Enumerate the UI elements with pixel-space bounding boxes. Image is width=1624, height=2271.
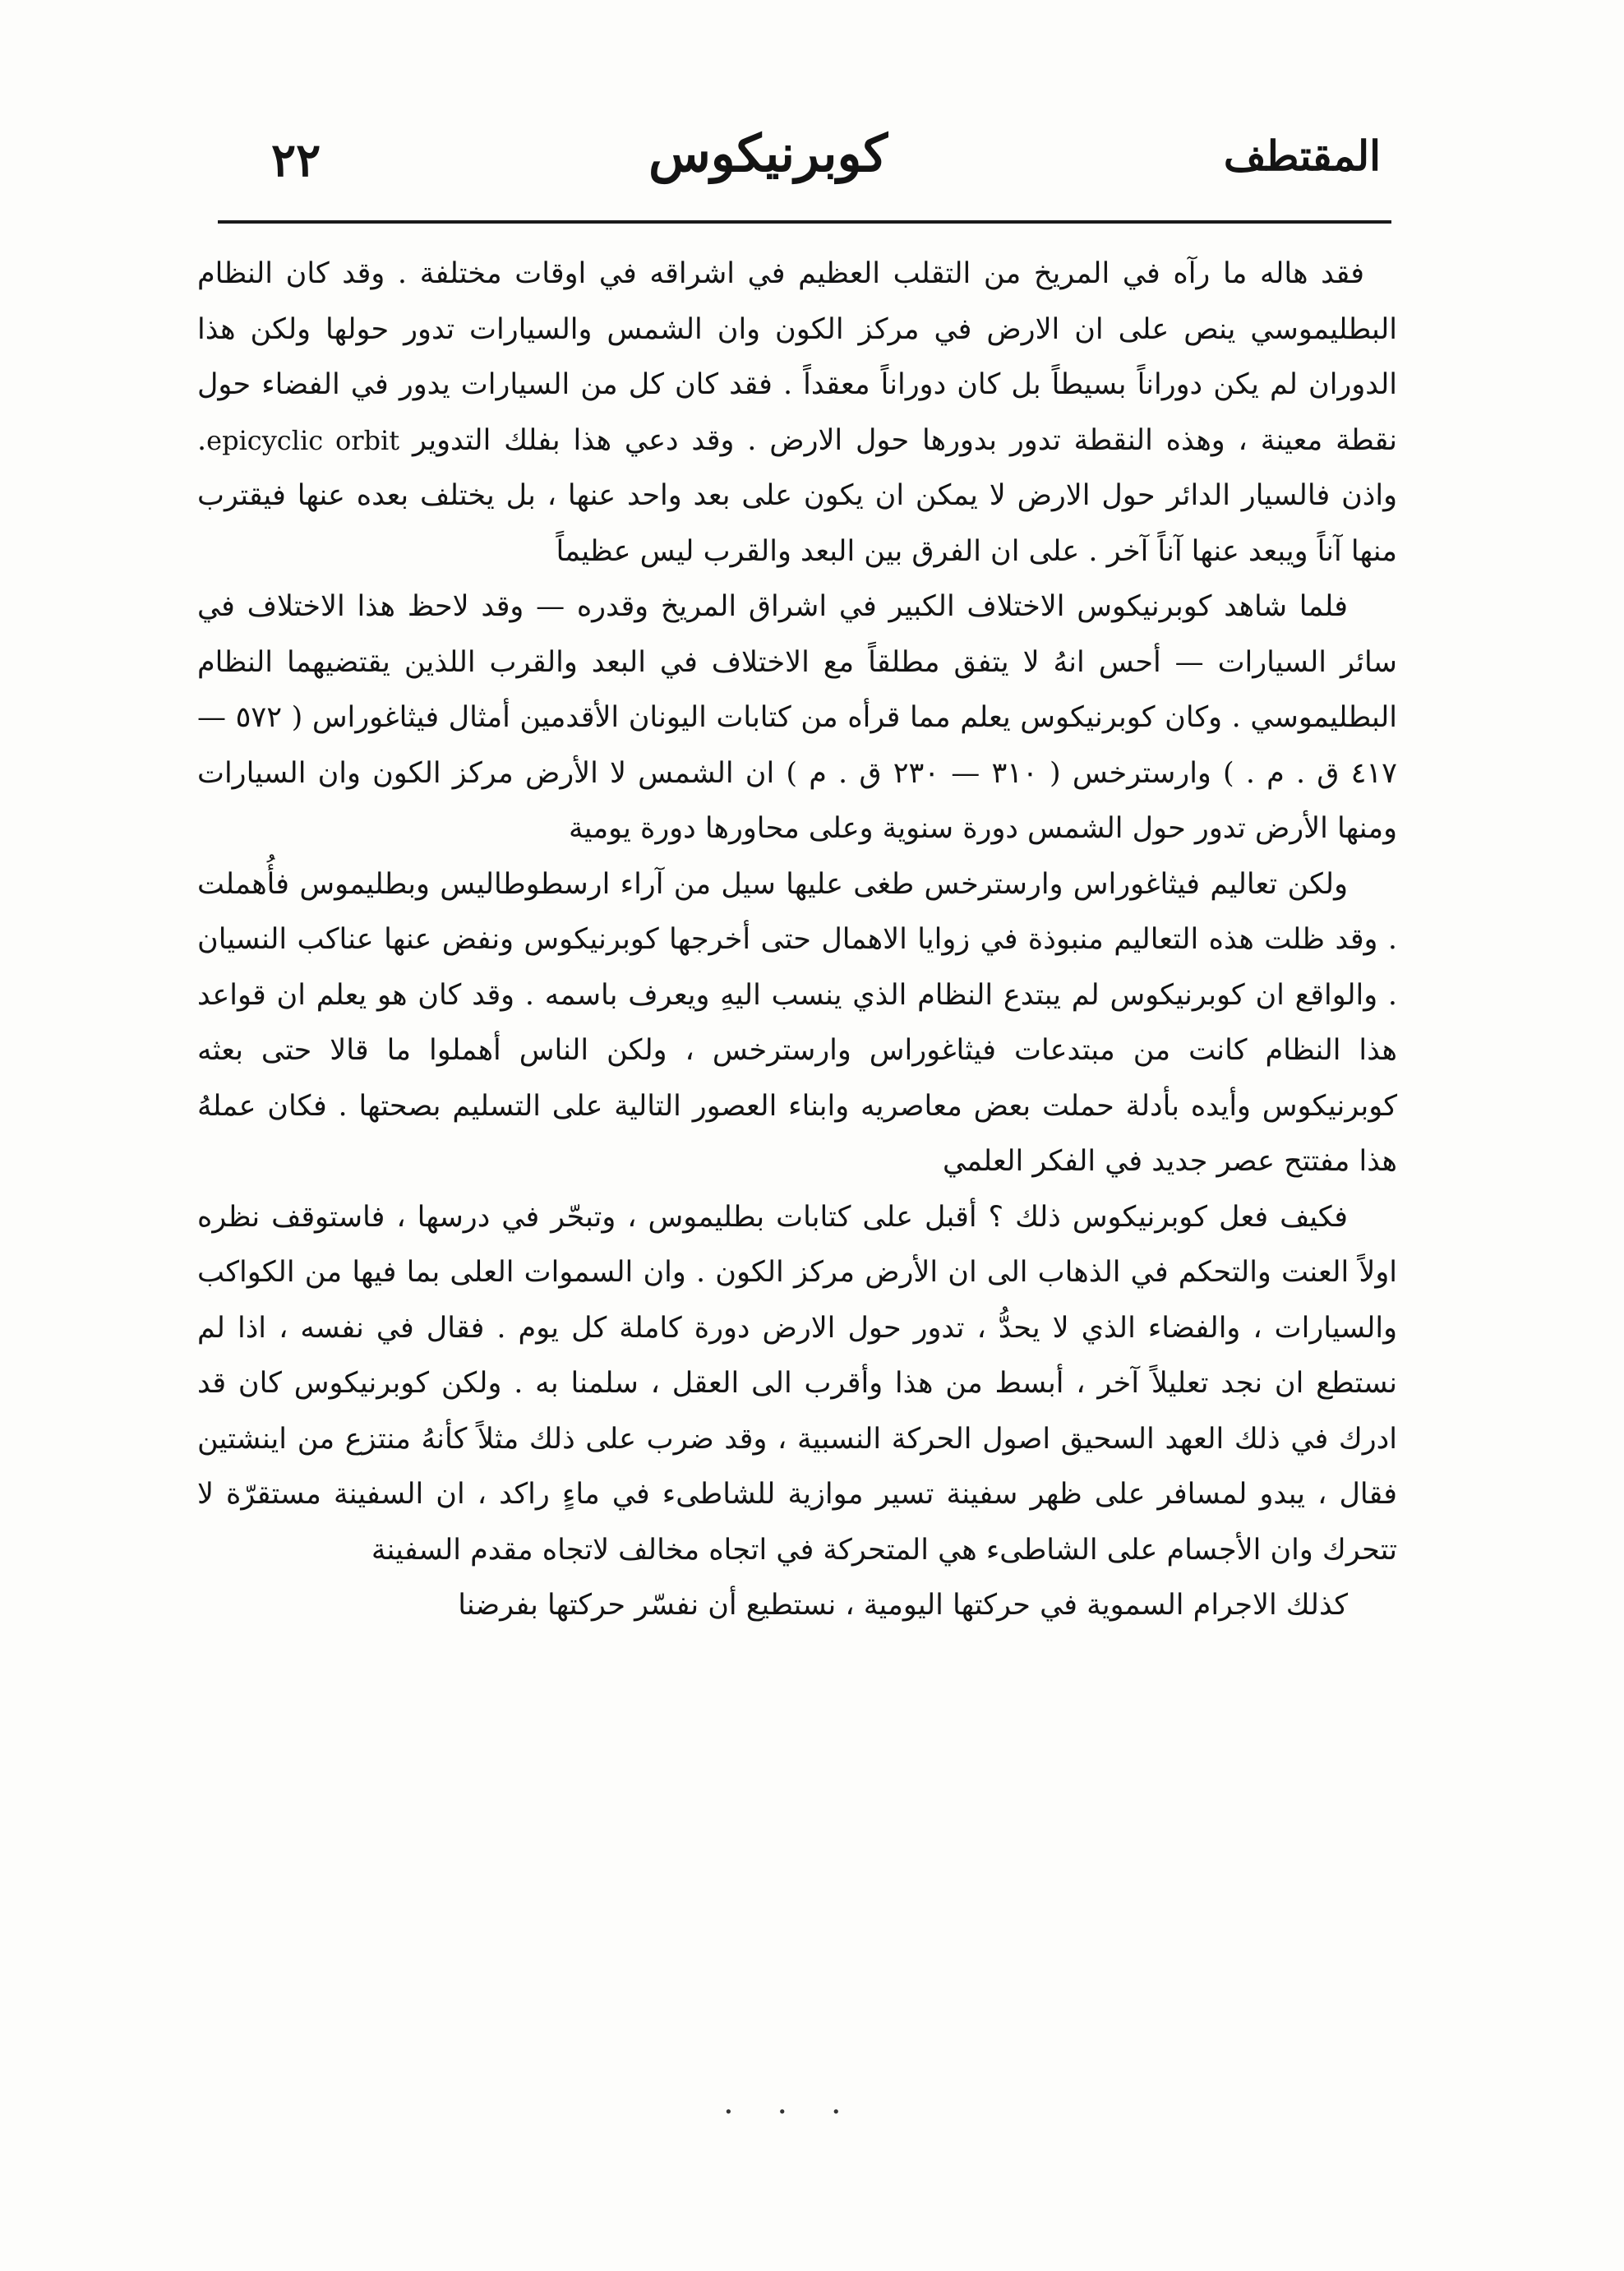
paragraph-text: . واذن فالسيار الدائر حول الارض لا يمكن ان يكون على بعد واحد عنها ، بل يختلف بعده عنها فيقترب منها آناً ويبعد عنها آناً آخر . على ان الفرق بين البعد والقرب ليس عظيماً — [197, 423, 1397, 568]
header-rule — [218, 220, 1391, 224]
paragraph-text: فقد هاله ما رآه في المريخ من التقلب العظيم في اشراقه في اوقات مختلفة . وقد كان النظام البطليموسي ينص على ان الارض في مركز الكون وان الشمس والسيارات تدور حولها ولكن هذا الدوران لم يكن دوراناً بسيطاً بل كان دوراناً معقداً . فقد كان كل من السيارات يدور في الفضاء حول نقطة معينة ، وهذه النقطة تدور بدورها حول الارض . وقد دعي هذا بفلك التدوير — [197, 257, 1397, 457]
journal-name: المقتطف — [1223, 132, 1381, 180]
article-body — [197, 247, 1397, 1634]
paragraph: ولكن تعاليم فيثاغوراس وارسترخس طغى عليها سيل من آراء ارسطوطاليس وبطليموس فأُهملت . وقد ظلت هذه التعاليم منبوذة في زوايا الاهمال حتى أخرجها كوبرنيكوس ونفض عنها عناكب النسيان . والواقع ان كوبرنيكوس لم يبتدع النظام الذي ينسب اليهِ ويعرف باسمه . وقد كان هو يعلم ان قواعد هذا النظام كانت من مبتدعات فيثاغوراس وارسترخس ، ولكن الناس أهملوا ما قالا حتى بعثه كوبرنيكوس وأيده بأدلة حملت بعض معاصريه وابناء العصور التالية على التسليم بصحتها . فكان عملهُ هذا مفتتح عصر جديد في الفكر العلمي — [197, 867, 1397, 1178]
page-number: ٢٢ — [271, 133, 321, 187]
page-footer-dots: . . . — [723, 2084, 858, 2121]
article-title: كوبرنيكوس — [648, 123, 888, 183]
page-header — [238, 123, 1381, 197]
paragraph — [197, 247, 1397, 579]
latin-term: epicyclic orbit — [206, 424, 400, 456]
paragraph: كذلك الاجرام السموية في حركتها اليومية ، نستطيع أن نفسّر حركتها بفرضنا — [458, 1589, 1348, 1622]
paragraph: فكيف فعل كوبرنيكوس ذلك ؟ أقبل على كتابات بطليموس ، وتبحّر في درسها ، فاستوقف نظره اولاً العنت والتحكم في الذهاب الى ان الأرض مركز الكون . وان السموات العلى بما فيها من الكواكب والسيارات ، والفضاء الذي لا يحدُّ ، تدور حول الارض دورة كاملة كل يوم . فقال في نفسه ، اذا لم نستطع ان نجد تعليلاً آخر ، أبسط من هذا وأقرب الى العقل ، سلمنا به . ولكن كوبرنيكوس كان قد ادرك في ذلك العهد السحيق اصول الحركة النسبية ، وقد ضرب على ذلك مثلاً كأنهُ منتزع من اينشتين فقال ، يبدو لمسافر على ظهر سفينة تسير موازية للشاطىء في ماءٍ راكد ، ان السفينة مستقرّة لا تتحرك وان الأجسام على الشاطىء هي المتحركة في اتجاه مخالف لاتجاه مقدم السفينة — [197, 1200, 1397, 1567]
paragraph: فلما شاهد كوبرنيكوس الاختلاف الكبير في اشراق المريخ وقدره — وقد لاحظ هذا الاختلاف في سائر السيارات — أحس انهُ لا يتفق مطلقاً مع الاختلاف في البعد والقرب اللذين يقتضيهما النظام البطليموسي . وكان كوبرنيكوس يعلم مما قرأه من كتابات اليونان الأقدمين أمثال فيثاغوراس ( ٥٧٢ — ٤١٧ ق . م . ) وارسترخس ( ٣١٠ — ٢٣٠ ق . م ) ان الشمس لا الأرض مركز الكون وان السيارات ومنها الأرض تدور حول الشمس دورة سنوية وعلى محاورها دورة يومية — [197, 590, 1397, 845]
